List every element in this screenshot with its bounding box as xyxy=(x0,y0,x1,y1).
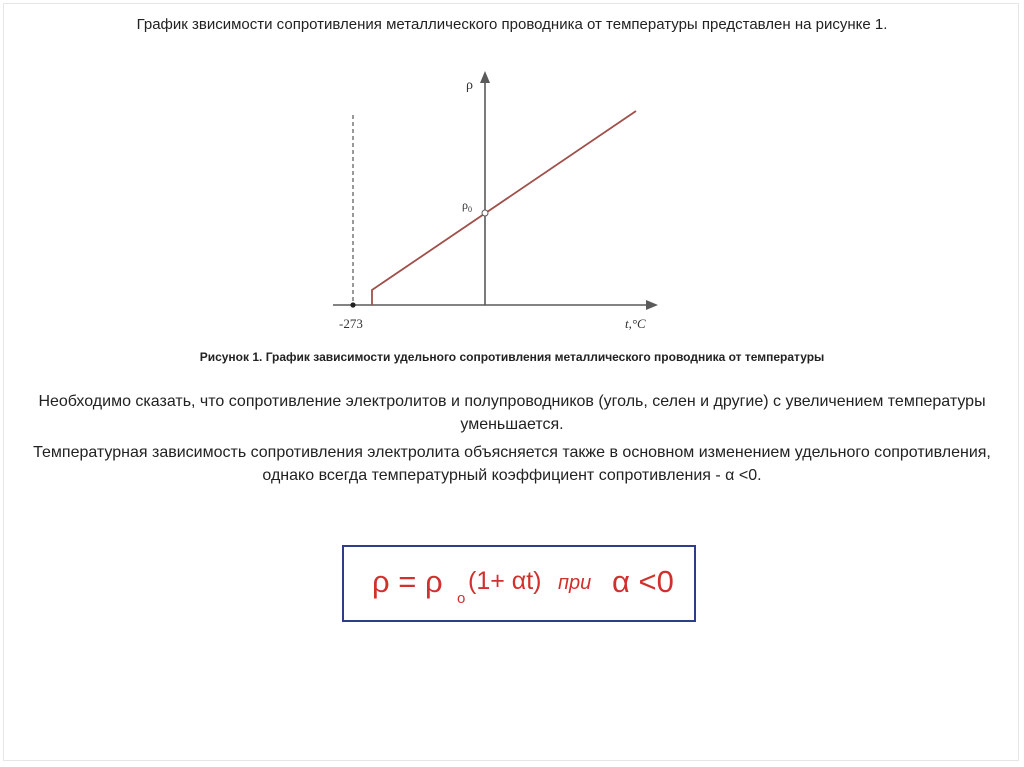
formula-condition: α <0 xyxy=(612,564,674,599)
absolute-zero-point xyxy=(350,302,355,307)
resistance-graph xyxy=(320,65,680,340)
figure-caption: Рисунок 1. График зависимости удельного сопротивления металлического проводника от температуры xyxy=(199,350,825,364)
absolute-zero-label: -273 xyxy=(339,316,363,331)
x-axis-label: t,°C xyxy=(625,316,646,331)
resistance-line xyxy=(372,111,636,305)
formula-rhs: (1+ αt) xyxy=(468,567,542,595)
rho0-label-main: ρ xyxy=(462,198,468,212)
y-axis-label: ρ xyxy=(466,78,473,93)
y-axis-arrow-icon xyxy=(480,71,490,83)
rho0-label-sub: 0 xyxy=(468,205,472,214)
page-heading: График звисимости сопротивления металлического проводника от температуры представлен на рисунке 1. xyxy=(136,16,888,33)
rho0-point xyxy=(482,210,488,216)
formula-condition-word: при xyxy=(558,572,592,594)
rho0-label xyxy=(462,198,472,214)
formula-subscript: o xyxy=(457,590,466,607)
formula-lhs: ρ = ρ xyxy=(372,564,443,599)
formula-box xyxy=(342,545,696,622)
paragraph-electrolytes: Необходимо сказать, что сопротивление электролитов и полупроводников (уголь, селен и другие) с увеличением температуры уменьшается. xyxy=(38,393,986,433)
paragraph-temperature-dependence: Температурная зависимость сопротивления электролита объясняется также в основном изменением удельного сопротивления, однако всегда температурный коэффициент сопротивления - α <0. xyxy=(33,444,991,484)
x-axis-arrow-icon xyxy=(646,300,658,310)
